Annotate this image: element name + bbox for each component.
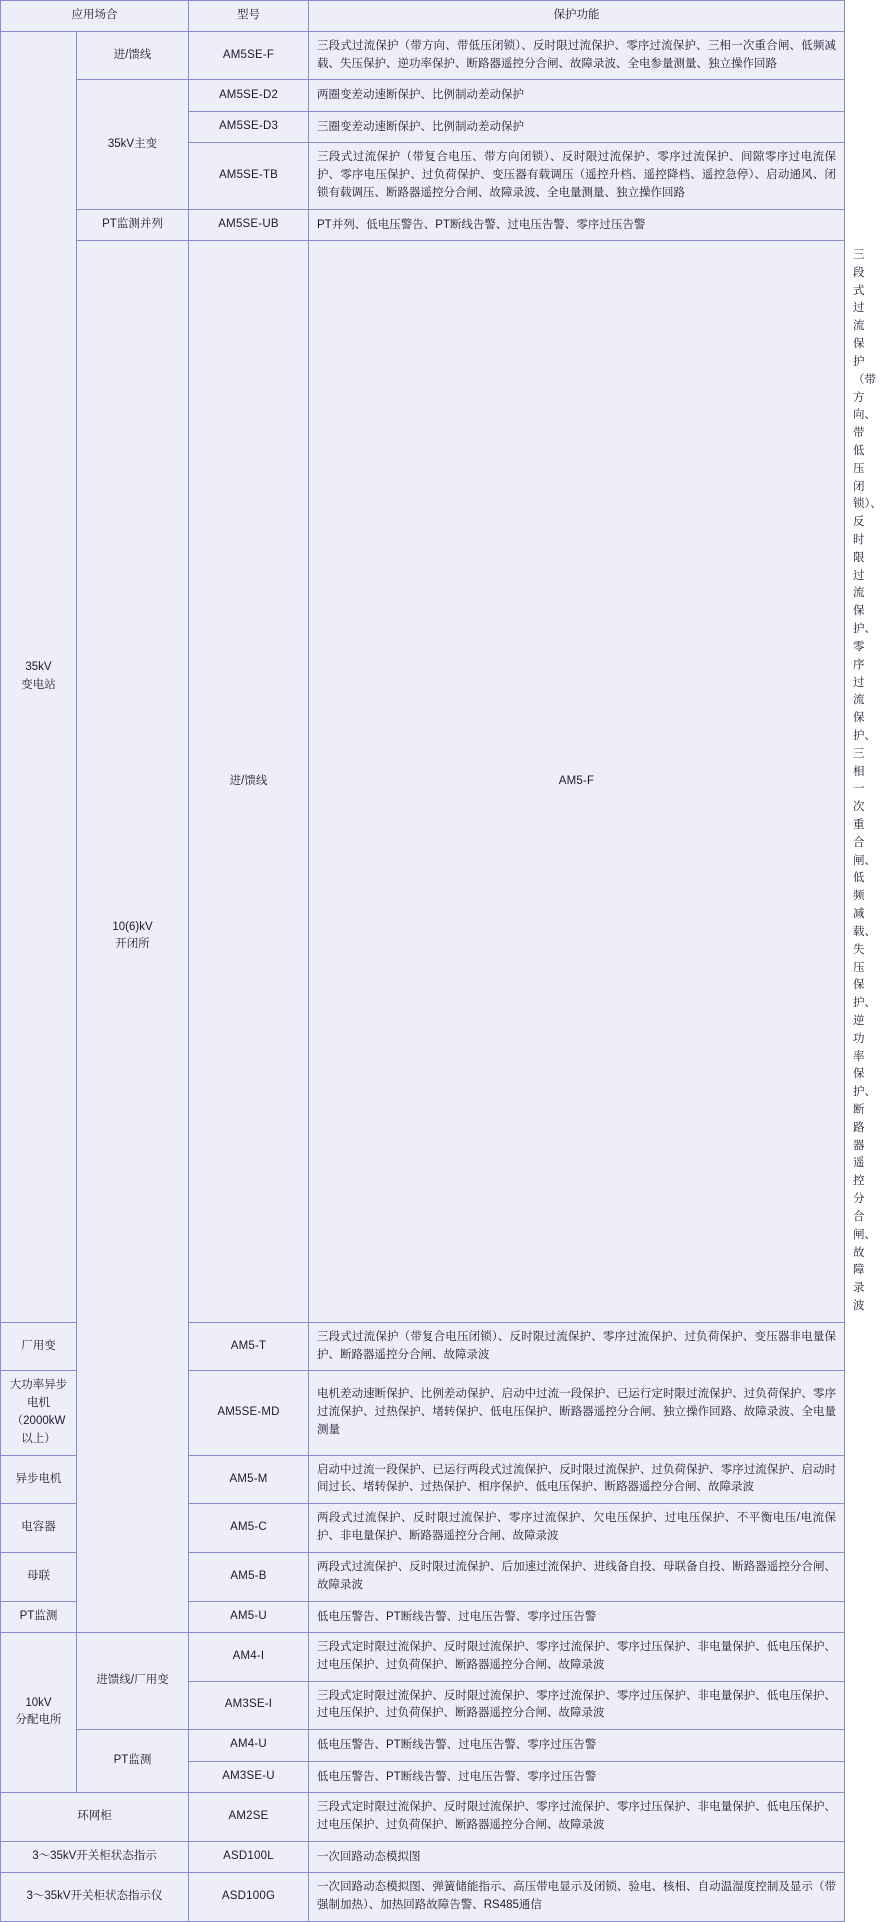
table-row: 10(6)kV 开闭所 进/馈线 AM5-F 三段式过流保护（带方向、带低压闭锁）、反时限过流保护、零序过流保护、三相一次重合闸、低频减载、失压保护、逆功率保护、断路器遥控分合闸、故障录波 xyxy=(1,241,845,1323)
cell-usage: 进/馈线 xyxy=(189,241,309,1323)
cell-usage: 母联 xyxy=(1,1552,77,1601)
cell-function: 三段式定时限过流保护、反时限过流保护、零序过流保护、零序过压保护、非电量保护、低电压保护、过电压保护、过负荷保护、断路器遥控分合闸、故障录波 xyxy=(309,1632,845,1681)
cell-model: AM5SE-D2 xyxy=(189,80,309,111)
cell-function: 启动中过流一段保护、已运行两段式过流保护、反时限过流保护、过负荷保护、零序过流保护、启动时间过长、堵转保护、过热保护、相序保护、低电压保护、断路器遥控分合闸、故障录波 xyxy=(309,1455,845,1504)
cell-function: 两段式过流保护、反时限过流保护、后加速过流保护、进线备自投、母联备自投、断路器遥控分合闸、故障录波 xyxy=(309,1552,845,1601)
cell-function: 两段式过流保护、反时限过流保护、零序过流保护、欠电压保护、过电压保护、不平衡电压/电流保护、非电量保护、断路器遥控分合闸、故障录波 xyxy=(309,1504,845,1553)
cell-usage: 35kV主变 xyxy=(77,80,189,209)
cell-function: 三段式过流保护（带复合电压闭锁）、反时限过流保护、零序过流保护、过负荷保护、变压器非电量保护、断路器遥控分合闸、故障录波 xyxy=(309,1322,845,1371)
cell-model: AM5SE-TB xyxy=(189,143,309,209)
cell-usage: 进/馈线 xyxy=(77,31,189,80)
cell-function: 三段式定时限过流保护、反时限过流保护、零序过流保护、零序过压保护、非电量保护、低电压保护、过电压保护、过负荷保护、断路器遥控分合闸、故障录波 xyxy=(309,1681,845,1730)
cell-function: 三段式过流保护（带方向、带低压闭锁）、反时限过流保护、零序过流保护、三相一次重合闸、低频减载、失压保护、逆功率保护、断路器遥控分合闸、故障录波、全电参量测量、独立操作回路 xyxy=(309,31,845,80)
cell-model: AM5-B xyxy=(189,1552,309,1601)
cell-model: AM5SE-MD xyxy=(189,1371,309,1455)
cell-function: 三圈变差动速断保护、比例制动差动保护 xyxy=(309,111,845,142)
cell-model: AM3SE-U xyxy=(189,1761,309,1792)
table-row xyxy=(1,1841,845,1872)
table-header xyxy=(1,1,845,32)
cell-model: AM5-M xyxy=(189,1455,309,1504)
cell-model: ASD100L xyxy=(189,1841,309,1872)
cell-usage: 进馈线/厂用变 xyxy=(77,1632,189,1729)
table-row xyxy=(1,1632,845,1681)
cell-function: PT并列、低电压警告、PT断线告警、过电压告警、零序过压告警 xyxy=(309,209,845,240)
cell-usage: 电容器 xyxy=(1,1504,77,1553)
cell-function: 低电压警告、PT断线告警、过电压告警、零序过压告警 xyxy=(309,1761,845,1792)
cell-application: 3～35kV开关柜状态指示仪 xyxy=(1,1872,189,1921)
cell-usage: 大功率异步电机（2000kW以上） xyxy=(1,1371,77,1455)
cell-application: 3～35kV开关柜状态指示 xyxy=(1,1841,189,1872)
cell-function: 低电压警告、PT断线告警、过电压告警、零序过压告警 xyxy=(309,1730,845,1761)
cell-application: 35kV 变电站 xyxy=(1,31,77,1322)
table-row xyxy=(1,209,845,240)
table-row xyxy=(1,80,845,111)
cell-function: 三段式定时限过流保护、反时限过流保护、零序过流保护、零序过压保护、非电量保护、低电压保护、过电压保护、过负荷保护、断路器遥控分合闸、故障录波 xyxy=(309,1792,845,1841)
cell-model: AM2SE xyxy=(189,1792,309,1841)
cell-function: 三段式过流保护（带复合电压、带方向闭锁）、反时限过流保护、零序过流保护、间隙零序过电流保护、零序电压保护、过负荷保护、变压器有载调压（遥控升档、遥控降档、遥控急停）、启动通风、闭锁有载调压、断路器遥控分合闸、故障录波、全电量测量、独立操作回路 xyxy=(309,143,845,209)
cell-model: AM5-U xyxy=(189,1601,309,1632)
table-row xyxy=(1,1730,845,1761)
cell-model: AM5SE-F xyxy=(189,31,309,80)
cell-function: 两圈变差动速断保护、比例制动差动保护 xyxy=(309,80,845,111)
cell-model: ASD100G xyxy=(189,1872,309,1921)
cell-function: 低电压警告、PT断线告警、过电压告警、零序过压告警 xyxy=(309,1601,845,1632)
cell-usage: 异步电机 xyxy=(1,1455,77,1504)
cell-usage: PT监测 xyxy=(1,1601,77,1632)
cell-application: 10(6)kV 开闭所 xyxy=(77,241,189,1633)
cell-model: AM4-I xyxy=(189,1632,309,1681)
table-row xyxy=(1,31,845,80)
cell-usage: PT监测并列 xyxy=(77,209,189,240)
header-model: 型号 xyxy=(189,1,309,32)
cell-usage: 厂用变 xyxy=(1,1322,77,1371)
header-row xyxy=(1,1,845,32)
header-application: 应用场合 xyxy=(1,1,189,32)
cell-function: 电机差动速断保护、比例差动保护、启动中过流一段保护、已运行定时限过流保护、过负荷保护、零序过流保护、过热保护、堵转保护、低电压保护、断路器遥控分合闸、独立操作回路、故障录波、全电量测量 xyxy=(309,1371,845,1455)
cell-model: AM3SE-I xyxy=(189,1681,309,1730)
cell-function: 一次回路动态模拟图、弹簧储能指示、高压带电显示及闭锁、验电、核相、自动温湿度控制及显示（带强制加热）、加热回路故障告警、RS485通信 xyxy=(309,1872,845,1921)
cell-application: 10kV 分配电所 xyxy=(1,1632,77,1792)
cell-model: AM5-C xyxy=(189,1504,309,1553)
cell-model: AM5-T xyxy=(189,1322,309,1371)
table-body xyxy=(1,31,882,1921)
cell-model: AM5SE-UB xyxy=(189,209,309,240)
cell-function: 一次回路动态模拟图 xyxy=(309,1841,845,1872)
table-row xyxy=(1,1872,845,1921)
cell-application: 环网柜 xyxy=(1,1792,189,1841)
cell-model: AM5SE-D3 xyxy=(189,111,309,142)
table-row xyxy=(1,1792,845,1841)
cell-model: AM5-F xyxy=(309,241,845,1323)
cell-usage: PT监测 xyxy=(77,1730,189,1793)
cell-model: AM4-U xyxy=(189,1730,309,1761)
header-function: 保护功能 xyxy=(309,1,845,32)
